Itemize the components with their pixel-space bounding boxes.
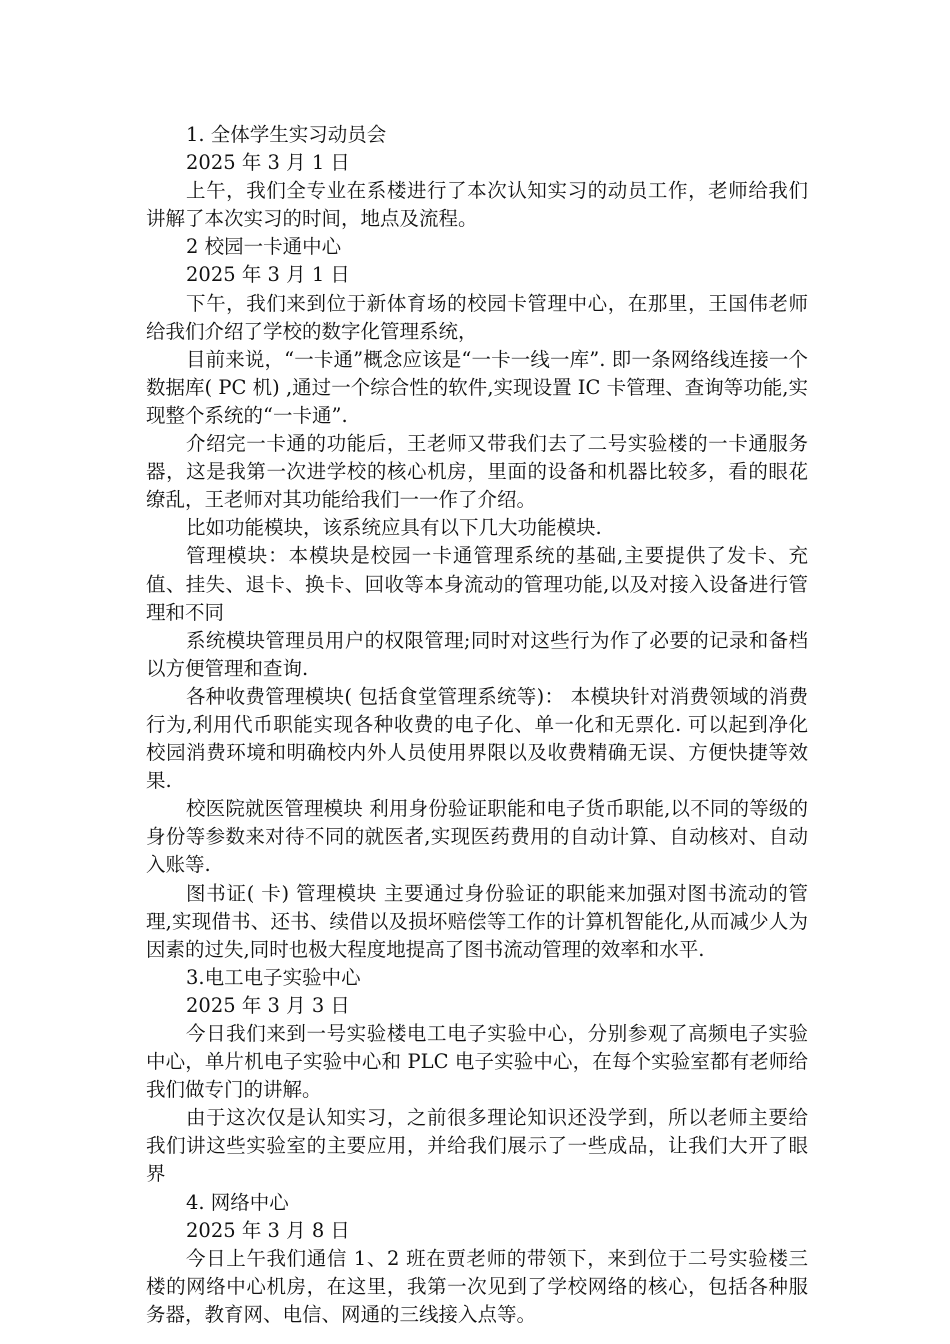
body-paragraph: 介绍完一卡通的功能后，王老师又带我们去了二号实验楼的一卡通服务器，这是我第一次进学校的核心机房，里面的设备和机器比较多，看的眼花缭乱，王老师对其功能给我们一一作了介绍。	[146, 432, 808, 512]
body-paragraph: 今日上午我们通信 1、2 班在贾老师的带领下，来到位于二号实验楼三楼的网络中心机房，在这里，我第一次见到了学校网络的核心，包括各种服务器，教育网、电信、网通的三线接入点等。	[146, 1246, 808, 1326]
body-paragraph: 校医院就医管理模块 利用身份验证职能和电子货币职能,以不同的等级的身份等参数来对待不同的就医者,实现医药费用的自动计算、自动核对、自动入账等.	[146, 797, 808, 877]
body-paragraph: 管理模块：本模块是校园一卡通管理系统的基础,主要提供了发卡、充值、挂失、退卡、换卡、回收等本身流动的管理功能,以及对接入设备进行管理和不同	[146, 544, 808, 624]
section-heading-mobilization-meeting: 1. 全体学生实习动员会	[186, 123, 387, 146]
body-paragraph: 目前来说，“一卡通”概念应该是“一卡一线一库”. 即一条网络线连接一个数据库( PC 机) ,通过一个综合性的软件,实现设置 IC 卡管理、查询等功能,实现整个系统的“一卡通”.	[146, 347, 808, 427]
body-paragraph: 上午，我们全专业在系楼进行了本次认知实习的动员工作，老师给我们讲解了本次实习的时间，地点及流程。	[146, 179, 808, 231]
date-line: 2025 年 3 月 1 日	[186, 263, 350, 287]
body-paragraph: 今日我们来到一号实验楼电工电子实验中心，分别参观了高频电子实验中心，单片机电子实验中心和 PLC 电子实验中心，在每个实验室都有老师给我们做专门的讲解。	[146, 1022, 808, 1102]
body-paragraph: 由于这次仅是认知实习，之前很多理论知识还没学到，所以老师主要给我们讲这些实验室的主要应用，并给我们展示了一些成品，让我们大开了眼界	[146, 1106, 808, 1186]
body-paragraph: 各种收费管理模块( 包括食堂管理系统等)： 本模块针对消费领域的消费行为,利用代币职能实现各种收费的电子化、单一化和无票化. 可以起到净化校园消费环境和明确校内外人员使用界限以及收费精确无误、方便快捷等效果.	[146, 684, 808, 793]
section-heading-campus-card-center: 2 校园一卡通中心	[186, 235, 342, 259]
body-paragraph: 下午，我们来到位于新体育场的校园卡管理中心，在那里，王国伟老师给我们介绍了学校的数字化管理系统，	[146, 291, 808, 343]
date-line: 2025 年 3 月 1 日	[186, 151, 350, 175]
date-line: 2025 年 3 月 8 日	[186, 1218, 350, 1242]
date-line: 2025 年 3 月 3 日	[186, 993, 350, 1017]
section-heading-network-center: 4. 网络中心	[186, 1190, 289, 1214]
section-heading-electronics-lab: 3.电工电子实验中心	[186, 965, 361, 989]
body-paragraph: 系统模块管理员用户的权限管理;同时对这些行为作了必要的记录和备档以方便管理和查询.	[146, 628, 808, 680]
body-paragraph: 图书证( 卡) 管理模块 主要通过身份验证的职能来加强对图书流动的管理,实现借书、还书、续借以及损坏赔偿等工作的计算机智能化,从而减少人为因素的过失,同时也极大程度地提高了图书流动管理的效率和水平.	[146, 881, 808, 961]
body-paragraph: 比如功能模块，该系统应具有以下几大功能模块.	[186, 516, 602, 540]
document-body	[146, 121, 808, 1329]
